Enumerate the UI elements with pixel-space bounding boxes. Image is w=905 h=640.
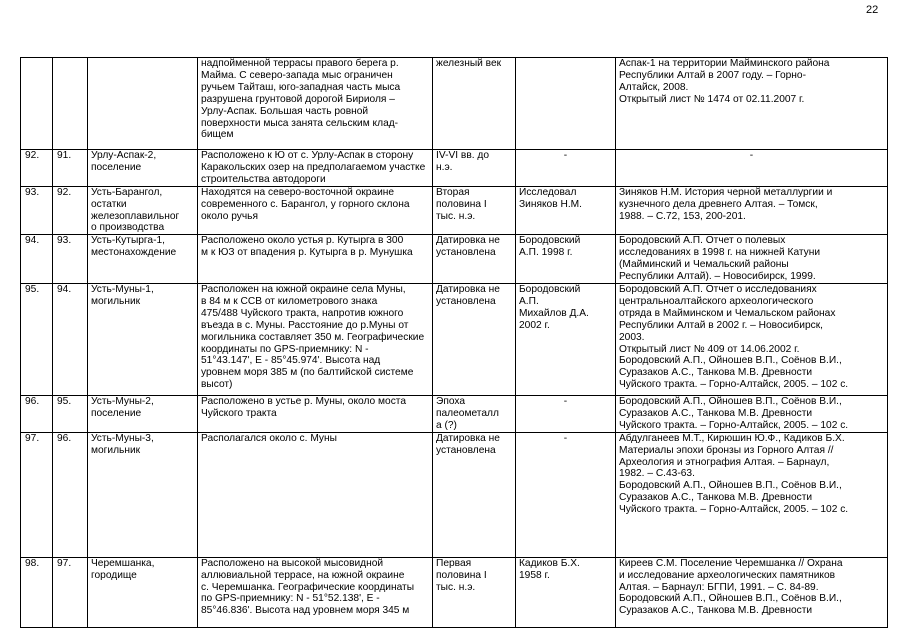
literature-cell: Киреев С.М. Поселение Черемшанка // Охрана и исследование археологических памятников Алтая. – Барнаул: БГПИ, 1991. – С. 84-89. Бородовский А.П., Ойношев В.П., Соёнов В.И., Суразаков А.С., Танкова М.В. Древности: [616, 557, 888, 627]
dating-cell: Датировка не установлена: [433, 235, 516, 284]
monument-name-cell: Усть-Муны-2, поселение: [88, 395, 198, 432]
object-number-cell: 94.: [53, 283, 88, 395]
dating-cell: Эпоха палеометалл а (?): [433, 395, 516, 432]
researcher-cell: -: [516, 395, 616, 432]
literature-cell: Бородовский А.П., Ойношев В.П., Соёнов В.И., Суразаков А.С., Танкова М.В. Древности Чуйского тракта. – Горно-Алтайск, 2005. – 102 с.: [616, 395, 888, 432]
table-row: [21, 58, 888, 150]
object-number-cell: 93.: [53, 235, 88, 284]
row-number-cell: [21, 58, 53, 150]
object-number-cell: [53, 58, 88, 150]
object-number-cell: 97.: [53, 557, 88, 627]
literature-cell: -: [616, 150, 888, 187]
row-number-cell: 93.: [21, 186, 53, 235]
table-row: [21, 432, 888, 557]
monument-name-cell: Урлу-Аспак-2, поселение: [88, 150, 198, 187]
dating-cell: Датировка не установлена: [433, 283, 516, 395]
row-number-cell: 97.: [21, 432, 53, 557]
table-row: [21, 395, 888, 432]
researcher-cell: -: [516, 150, 616, 187]
page-number: 22: [866, 4, 879, 16]
table-row: [21, 150, 888, 187]
table-row: [21, 235, 888, 284]
dating-cell: IV-VI вв. до н.э.: [433, 150, 516, 187]
object-number-cell: 91.: [53, 150, 88, 187]
dating-cell: Датировка не установлена: [433, 432, 516, 557]
dating-cell: Вторая половина I тыс. н.э.: [433, 186, 516, 235]
monument-name-cell: Усть-Муны-3, могильник: [88, 432, 198, 557]
monument-name-cell: Усть-Кутырга-1, местонахождение: [88, 235, 198, 284]
monument-name-cell: [88, 58, 198, 150]
row-number-cell: 95.: [21, 283, 53, 395]
monument-name-cell: Усть-Барангол, остатки железоплавильног о производства: [88, 186, 198, 235]
location-description-cell: Располагался около с. Муны: [198, 432, 433, 557]
location-description-cell: Находятся на северо-восточной окраине современного с. Барангол, у горного склона около ручья: [198, 186, 433, 235]
dating-cell: Первая половина I тыс. н.э.: [433, 557, 516, 627]
location-description-cell: надпойменной террасы правого берега р. Майма. С северо-запада мыс ограничен ручьем Тайташ, юго-западная часть мыса разрушена грунтовой дорогой Бириоля – Урлу-Аспак. Большая часть ровной поверхности мыса занята сельским клад- бищем: [198, 58, 433, 150]
location-description-cell: Расположено к Ю от с. Урлу-Аспак в сторону Каракольских озер на предполагаемом участке строительства автодороги: [198, 150, 433, 187]
object-number-cell: 92.: [53, 186, 88, 235]
table-row: [21, 186, 888, 235]
researcher-cell: Бородовский А.П. Михайлов Д.А. 2002 г.: [516, 283, 616, 395]
monument-name-cell: Усть-Муны-1, могильник: [88, 283, 198, 395]
location-description-cell: Расположено в устье р. Муны, около моста Чуйского тракта: [198, 395, 433, 432]
table-row: [21, 283, 888, 395]
object-number-cell: 95.: [53, 395, 88, 432]
researcher-cell: Кадиков Б.Х. 1958 г.: [516, 557, 616, 627]
row-number-cell: 92.: [21, 150, 53, 187]
object-number-cell: 96.: [53, 432, 88, 557]
row-number-cell: 98.: [21, 557, 53, 627]
table-row: [21, 557, 888, 627]
literature-cell: Абдулганеев М.Т., Кирюшин Ю.Ф., Кадиков Б.Х. Материалы эпохи бронзы из Горного Алтая // Археология и этнография Алтая. – Барнаул, 1982. – С.43-63. Бородовский А.П., Ойношев В.П., Соёнов В.И., Суразаков А.С., Танкова М.В. Древности Чуйского тракта. – Горно-Алтайск, 2005. – 102 с.: [616, 432, 888, 557]
monuments-table: [20, 57, 888, 628]
row-number-cell: 96.: [21, 395, 53, 432]
row-number-cell: 94.: [21, 235, 53, 284]
literature-cell: Бородовский А.П. Отчет о полевых исследованиях в 1998 г. на нижней Катуни (Майминский и Чемальский районы Республики Алтай). – Новосибирск, 1999.: [616, 235, 888, 284]
monument-name-cell: Черемшанка, городище: [88, 557, 198, 627]
literature-cell: Бородовский А.П. Отчет о исследованиях центральноалтайского археологического отряда в Майминском и Чемальском районах Республики Алтай в 2002 г. – Новосибирск, 2003. Открытый лист № 409 от 14.06.2002 г. Бородовский А.П., Ойношев В.П., Соёнов В.И., Суразаков А.С., Танкова М.В. Древности Чуйского тракта. – Горно-Алтайск, 2005. – 102 с.: [616, 283, 888, 395]
researcher-cell: Бородовский А.П. 1998 г.: [516, 235, 616, 284]
location-description-cell: Расположено около устья р. Кутырга в 300 м к ЮЗ от впадения р. Кутырга в р. Мунушка: [198, 235, 433, 284]
literature-cell: Зиняков Н.М. История черной металлургии и кузнечного дела древнего Алтая. – Томск, 1988. – С.72, 153, 200-201.: [616, 186, 888, 235]
literature-cell: Аспак-1 на территории Майминского района Республики Алтай в 2007 году. – Горно- Алтайск, 2008. Открытый лист № 1474 от 02.11.2007 г.: [616, 58, 888, 150]
location-description-cell: Расположен на южной окраине села Муны, в 84 м к ССВ от километрового знака 475/488 Чуйского тракта, напротив южного въезда в с. Муны. Расстояние до р.Муны от могильника составляет 350 м. Географические координаты по GPS-приемнику: N - 51°43.147', E - 85°45.974'. Высота над уровнем моря 385 м (по балтийской системе высот): [198, 283, 433, 395]
researcher-cell: Исследовал Зиняков Н.М.: [516, 186, 616, 235]
researcher-cell: -: [516, 432, 616, 557]
location-description-cell: Расположено на высокой мысовидной аллювиальной террасе, на южной окраине с. Черемшанка. Географические координаты по GPS-приемнику: N - 51°52.138', E - 85°46.836'. Высота над уровнем моря 345 м: [198, 557, 433, 627]
researcher-cell: [516, 58, 616, 150]
dating-cell: железный век: [433, 58, 516, 150]
